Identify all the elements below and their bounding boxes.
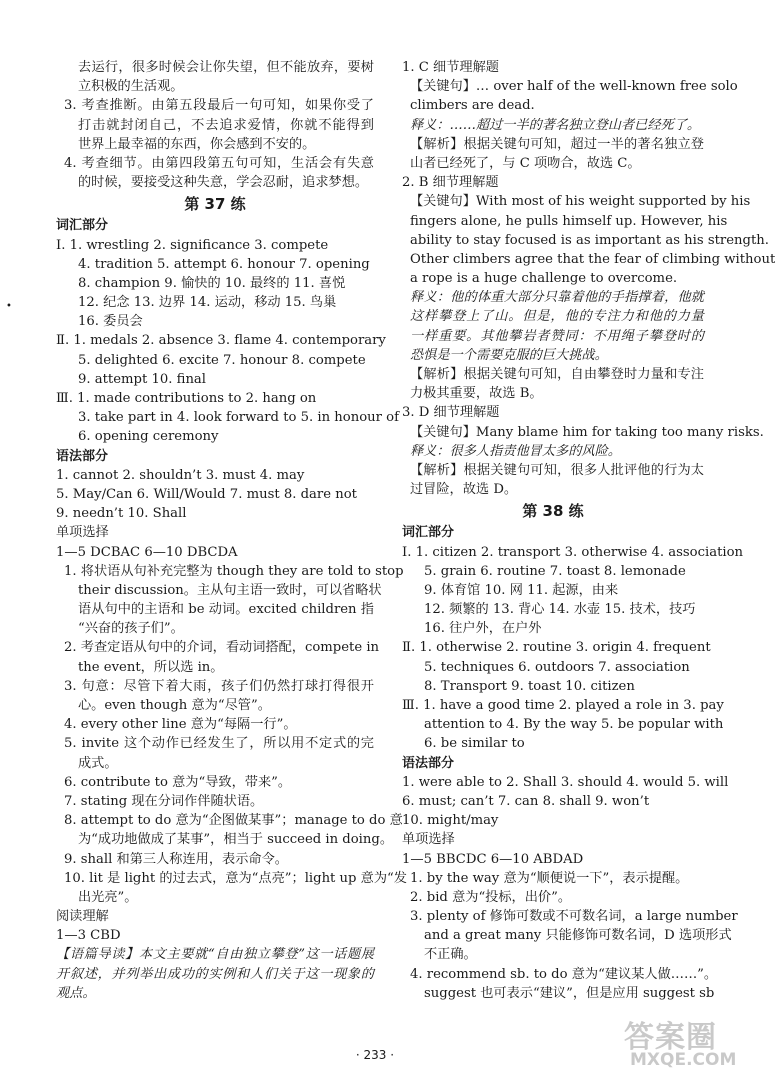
text-line: 【解析】根据关键句可知，自由攀登时力量和专注: [410, 367, 704, 382]
section-heading: 词汇部分: [402, 525, 455, 541]
text-line: 1—3 CBD: [56, 928, 121, 944]
section-heading: 语法部分: [402, 755, 455, 771]
section-title: 第 38 练: [522, 502, 584, 521]
text-line: 8. Transport 9. toast 10. citizen: [424, 678, 635, 694]
text-line: 2. bid 意为“投标，出价”。: [410, 889, 572, 905]
text-line: 1—5 DCBAC 6—10 DBCDA: [56, 544, 238, 560]
text-line: 5. grain 6. routine 7. toast 8. lemonade: [424, 563, 686, 579]
text-line: 为“成功地做成了某事”，相当于 succeed in doing。: [78, 832, 394, 848]
text-line: 8. champion 9. 愉快的 10. 最终的 11. 喜悦: [78, 275, 346, 291]
page-number: · 233 ·: [355, 1048, 395, 1062]
right-column: [402, 58, 775, 1003]
text-line: 【解析】根据关键句可知，超过一半的著名独立登: [410, 136, 704, 152]
text-line: 【解析】根据关键句可知，很多人批评他的行为太: [410, 462, 704, 478]
text-line: 1—5 BBCDC 6—10 ABDAD: [402, 851, 584, 867]
watermark-logo: [616, 1006, 744, 1076]
text-line: 出光亮”。: [78, 889, 138, 905]
text-line: 释义：很多人指责他冒太多的风险。: [410, 443, 621, 459]
text-line: Ⅲ. 1. made contributions to 2. hang on: [56, 391, 317, 406]
text-line: 10. lit 是 light 的过去式，意为“点亮”；light up 意为“发: [64, 870, 407, 886]
text-line: 3. take part in 4. look forward to 5. in honour of: [78, 410, 399, 426]
text-line: 不正确。: [424, 947, 477, 963]
text-line: 3. 考查推断。由第五段最后一句可知，如果你受了: [64, 98, 374, 114]
text-line: 1. 将状语从句补充完整为 though they are told to stop: [64, 563, 404, 579]
text-line: 阅读理解: [56, 909, 109, 925]
text-line: and a great many 只能修饰可数名词，D 选项形式: [424, 928, 732, 944]
text-line: 语从句中的主语和 be 动词。excited children 指: [78, 602, 374, 618]
text-line: 5. invite 这个动作已经发生了，所以用不定式的完: [64, 736, 374, 752]
text-line: fingers alone, he pulls himself up. However, his: [410, 213, 728, 229]
text-line: Ⅰ. 1. wrestling 2. significance 3. compete: [56, 237, 329, 253]
text-line: 9. needn’t 10. Shall: [56, 506, 187, 522]
text-line: “兴奋的孩子们”。: [78, 621, 184, 637]
text-line: 2. 考查定语从句中的介词，看动词搭配，compete in: [64, 640, 380, 656]
text-line: attention to 4. By the way 5. be popular with: [424, 717, 724, 733]
text-line: a rope is a huge challenge to overcome.: [410, 271, 678, 287]
text-line: 4. 考查细节。由第四段第五句可知，生活会有失意: [64, 155, 374, 171]
text-line: 【语篇导读】本文主要就“自由独立攀登”这一话题展: [56, 947, 374, 963]
text-line: 12. 频繁的 13. 背心 14. 水壶 15. 技术，技巧: [424, 602, 696, 618]
text-line: ability to stay focused is as important as his strength.: [410, 232, 769, 248]
section-heading: 词汇部分: [56, 218, 109, 234]
margin-dot: •: [6, 301, 12, 312]
text-line: 16. 往户外，在户外: [424, 621, 542, 637]
text-line: 9. shall 和第三人称连用，表示命令。: [64, 851, 288, 867]
text-line: 3. plenty of 修饰可数或不可数名词，a large number: [410, 909, 738, 925]
text-line: climbers are dead.: [410, 98, 535, 114]
text-line: 1. were able to 2. Shall 3. should 4. would 5. will: [402, 774, 729, 790]
watermark-url: MXQE.COM: [630, 1050, 737, 1070]
text-line: 恐惧是一个需要克服的巨大挑战。: [410, 347, 608, 363]
text-line: 1. by the way 意为“顺便说一下”，表示提醒。: [410, 870, 689, 886]
text-line: 5. delighted 6. excite 7. honour 8. compete: [78, 352, 366, 368]
text-line: 6. contribute to 意为“导致，带来”。: [64, 774, 292, 790]
text-line: 世界上最幸福的东西，你会感到不安的。: [78, 136, 316, 152]
text-line: 过冒险，故选 D。: [410, 482, 518, 498]
text-line: 【关键句】… over half of the well-known free solo: [410, 79, 738, 95]
text-line: 【关键句】Many blame him for taking too many risks.: [410, 424, 764, 440]
text-line: 12. 纪念 13. 边界 14. 运动，移动 15. 鸟巢: [78, 295, 337, 311]
text-line: Ⅱ. 1. otherwise 2. routine 3. origin 4. frequent: [402, 640, 711, 656]
text-line: 9. 体育馆 10. 网 11. 起源，由来: [424, 582, 619, 598]
text-line: 5. May/Can 6. Will/Would 7. must 8. dare not: [56, 486, 357, 502]
text-line: 7. stating 现在分词作伴随状语。: [64, 793, 264, 809]
text-line: 2. B 细节理解题: [402, 175, 499, 191]
text-line: Ⅱ. 1. medals 2. absence 3. flame 4. contemporary: [56, 333, 386, 349]
text-line: 力极其重要，故选 B。: [410, 386, 543, 402]
text-line: 【关键句】With most of his weight supported by his: [410, 194, 751, 210]
section-heading: 语法部分: [56, 448, 109, 464]
text-line: the event，所以选 in。: [78, 659, 224, 675]
text-line: 4. tradition 5. attempt 6. honour 7. opening: [78, 256, 370, 272]
text-line: 去运行，很多时候会让你失望，但不能放弃，要树: [78, 60, 374, 75]
text-line: 一样重要。其他攀岩者赞同：不用绳子攀登时的: [410, 328, 704, 344]
text-line: 的时候，要接受这种失意，学会忍耐，追求梦想。: [78, 175, 369, 191]
text-line: 10. might/may: [402, 813, 499, 829]
text-line: 3. 句意：尽管下着大雨，孩子们仍然打球打得很开: [64, 678, 374, 694]
text-line: 1. C 细节理解题: [402, 60, 499, 75]
text-line: 4. recommend sb. to do 意为“建议某人做……”。: [410, 966, 718, 982]
text-line: 立积极的生活观。: [78, 79, 184, 95]
text-line: Other climbers agree that the fear of climbing without: [410, 251, 775, 267]
text-line: 打击就封闭自己，不去追求爱情，你就不能得到: [78, 117, 374, 133]
text-line: 单项选择: [402, 832, 455, 848]
text-line: suggest 也可表示“建议”，但是应用 suggest sb: [424, 985, 715, 1001]
text-line: 山者已经死了，与 C 项吻合，故选 C。: [410, 155, 641, 171]
text-line: 6. must; can’t 7. can 8. shall 9. won’t: [402, 793, 650, 809]
text-line: 5. techniques 6. outdoors 7. association: [424, 659, 690, 675]
left-column: [56, 58, 407, 1003]
text-line: 观点。: [56, 985, 96, 1001]
text-line: 6. opening ceremony: [78, 429, 219, 445]
text-line: their discussion。主从句主语一致时，可以省略状: [78, 582, 382, 598]
text-line: Ⅲ. 1. have a good time 2. played a role in 3. pay: [402, 698, 724, 713]
text-line: 释义：……超过一半的著名独立登山者已经死了。: [410, 117, 701, 133]
watermark-text: 答案圈: [624, 1020, 717, 1055]
text-line: 3. D 细节理解题: [402, 405, 500, 421]
text-line: 这样攀登上了山。但是，他的专注力和他的力量: [410, 309, 704, 325]
text-line: 释义：他的体重大部分只靠着他的手指撑着，他就: [410, 290, 704, 306]
text-line: 1. cannot 2. shouldn’t 3. must 4. may: [56, 467, 305, 483]
text-line: 单项选择: [56, 525, 109, 541]
text-line: 9. attempt 10. final: [78, 371, 207, 387]
text-line: Ⅰ. 1. citizen 2. transport 3. otherwise 4. association: [402, 544, 744, 560]
text-line: 4. every other line 意为“每隔一行”。: [64, 717, 297, 733]
text-line: 16. 委员会: [78, 314, 143, 330]
text-line: 8. attempt to do 意为“企图做某事”；manage to do 意: [64, 813, 403, 829]
text-line: 心。even though 意为“尽管”。: [78, 698, 271, 713]
text-line: 6. be similar to: [424, 736, 525, 752]
text-line: 成式。: [78, 755, 118, 771]
section-title: 第 37 练: [184, 195, 246, 214]
text-line: 开叙述，并列举出成功的实例和人们关于这一现象的: [56, 966, 374, 982]
